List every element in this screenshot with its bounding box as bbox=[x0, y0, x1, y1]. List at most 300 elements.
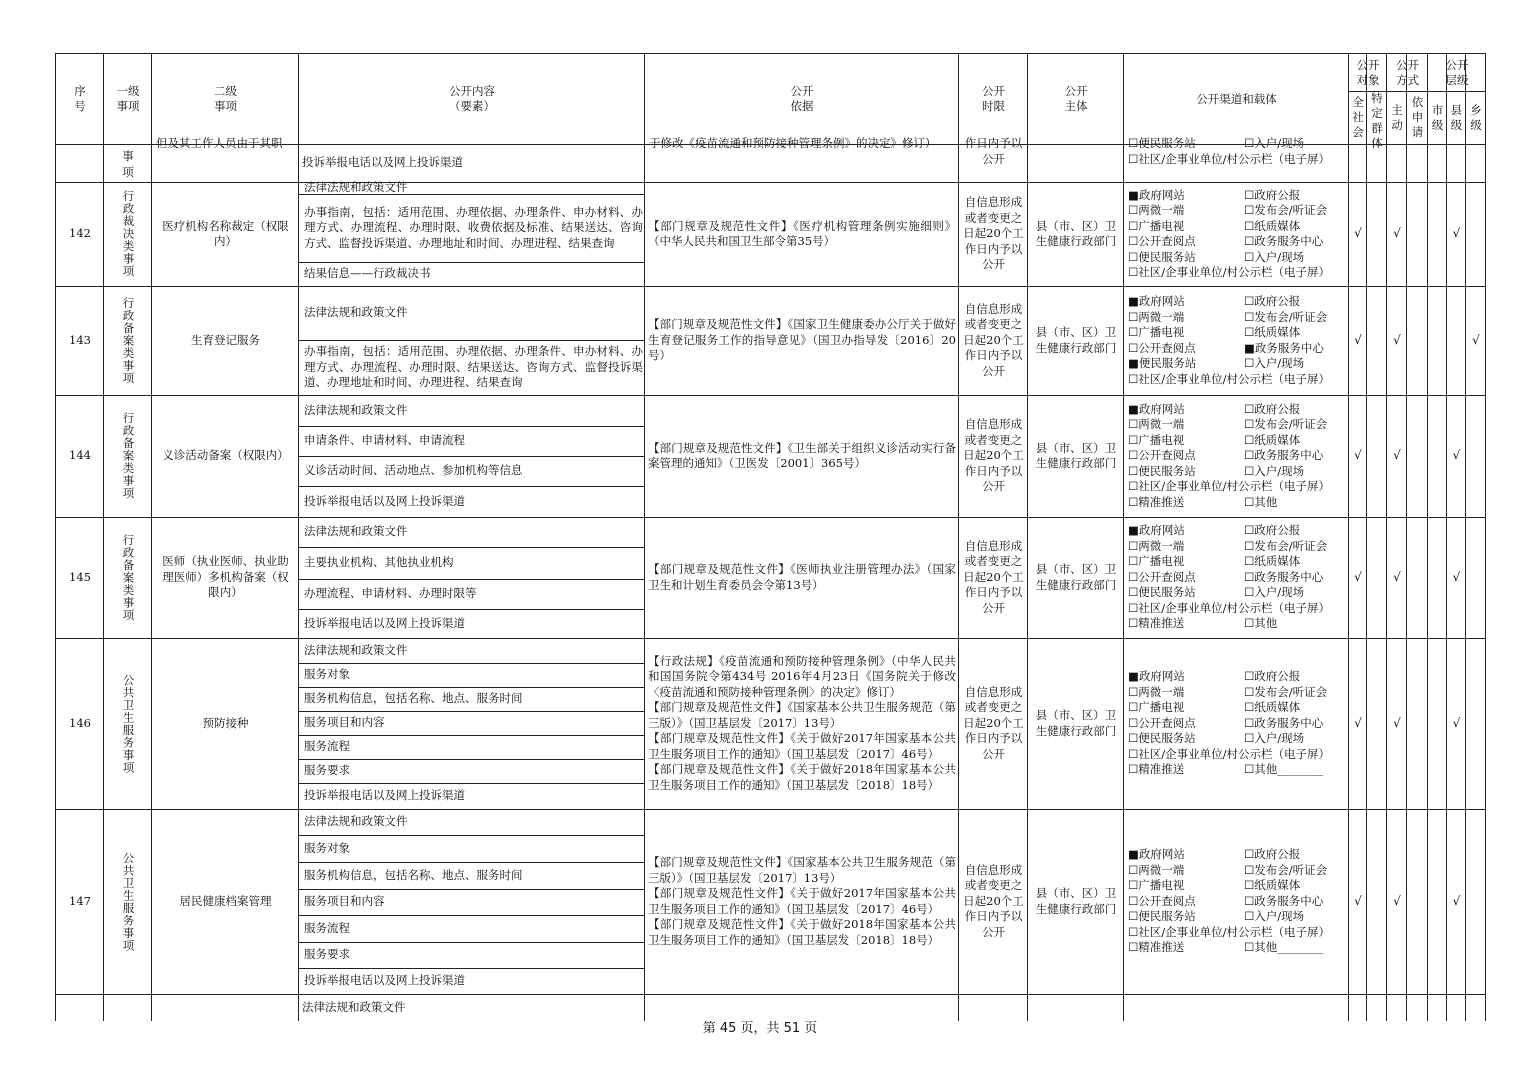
mark-level-city bbox=[1428, 517, 1447, 638]
content-item bbox=[299, 835, 645, 862]
mark-object-specific bbox=[1367, 286, 1387, 395]
header-level2: 二级事项 bbox=[214, 84, 237, 113]
row-subject bbox=[1028, 286, 1124, 395]
content-item bbox=[299, 889, 645, 915]
content-item bbox=[299, 735, 645, 759]
channel-option: ☐政府公报 bbox=[1244, 847, 1301, 862]
content-item bbox=[299, 340, 645, 395]
channel-option: ☐纸质媒体 bbox=[1244, 554, 1301, 569]
mark-level-county: √ bbox=[1452, 226, 1461, 241]
content-item bbox=[299, 942, 645, 968]
content-item-text: 服务机构信息，包括名称、地点、服务时间 bbox=[304, 691, 523, 706]
content-item bbox=[299, 759, 645, 783]
content-item bbox=[299, 915, 645, 942]
content-item-text: 办事指南，包括：适用范围、办理依据、办理条件、申办材料、办理方式、办理流程、办理时限、结果送达、咨询方式、监督投诉渠道、办理地址和时间、办理进程、结果查询 bbox=[304, 344, 643, 390]
mark-level-city bbox=[1428, 182, 1447, 286]
mark-level-city bbox=[1428, 809, 1447, 994]
row-time-limit-text: 自信息形成或者变更之日起20个工作日内予以公开 bbox=[963, 684, 1024, 761]
mark-level-county: √ bbox=[1452, 715, 1461, 730]
channel-option: ☐入户/现场 bbox=[1244, 356, 1305, 370]
header-method-active: 主动 bbox=[1391, 102, 1403, 132]
row-level2-text: 预防接种 bbox=[202, 715, 249, 730]
content-item-text: 义诊活动时间、活动地点、参加机构等信息 bbox=[304, 463, 523, 478]
channel-option: ☐纸质媒体 bbox=[1244, 878, 1301, 893]
content-item-text: 办事指南，包括：适用范围、办理依据、办理条件、申办材料、办理方式、办理流程、办理时限、收费依据及标准、结果送达、咨询方式、监督投诉渠道、办理地址和时间、办理进程、结果查询 bbox=[304, 204, 643, 250]
mark-method-active: √ bbox=[1393, 332, 1401, 347]
grid-line bbox=[299, 759, 645, 760]
channel-option: ☐发布会/听证会 bbox=[1244, 203, 1328, 217]
mark-level-city bbox=[1428, 286, 1447, 395]
row-subject bbox=[1028, 809, 1124, 994]
row-channels bbox=[1124, 638, 1349, 809]
content-item bbox=[299, 663, 645, 687]
content-item bbox=[299, 426, 645, 456]
channel-option: ☐政府公报 bbox=[1244, 401, 1301, 416]
grid-line bbox=[1027, 54, 1028, 1021]
mark-method-active: √ bbox=[1393, 226, 1401, 241]
row-time-limit bbox=[959, 286, 1028, 395]
content-item bbox=[299, 711, 645, 735]
basis-paragraph: 【部门规章及规范性文件】《关于做好2017年国家基本公共卫生服务项目工作的通知》（国卫基层发〔2017〕46号） bbox=[648, 886, 956, 916]
content-item bbox=[299, 638, 645, 663]
mark-method-apply bbox=[1407, 809, 1428, 994]
grid-line bbox=[1485, 54, 1486, 1021]
row-subject-text: 县（市、区）卫生健康行政部门 bbox=[1035, 440, 1117, 470]
grid-line bbox=[299, 915, 645, 916]
mark-object-specific bbox=[1367, 517, 1387, 638]
channel-option: ☐发布会/听证会 bbox=[1244, 309, 1328, 324]
channel-option: ☐纸质媒体 bbox=[1244, 218, 1301, 233]
row-level2-text: 医师（执业医师、执业助理医师）多机构备案（权限内） bbox=[162, 554, 289, 600]
grid-line bbox=[299, 783, 645, 784]
content-item-text: 服务流程 bbox=[304, 739, 350, 754]
channel-line bbox=[1124, 523, 1349, 539]
grid-line bbox=[299, 711, 645, 712]
row-subject-text: 县（市、区）卫生健康行政部门 bbox=[1035, 562, 1117, 592]
channel-option: ☐政务服务中心 bbox=[1244, 893, 1324, 908]
basis-paragraph: 【部门规章及规范性文件】《关于做好2017年国家基本公共卫生服务项目工作的通知》（国卫基层发〔2017〕46号） bbox=[648, 731, 956, 761]
mark-object-specific bbox=[1367, 809, 1387, 994]
row-seq: 144 bbox=[69, 448, 91, 463]
channel-option: ☐两微一端 bbox=[1128, 203, 1185, 217]
disclosure-table bbox=[55, 53, 1486, 1021]
row-level1 bbox=[104, 809, 152, 994]
channel-option: ☐其他________ bbox=[1244, 762, 1324, 777]
channel-option: ■政府网站 bbox=[1128, 523, 1185, 538]
header-object-all: 全社会 bbox=[1352, 95, 1364, 139]
row-basis bbox=[645, 517, 959, 638]
channel-option: ☐便民服务站 bbox=[1128, 731, 1196, 746]
channel-option: ☐政府公报 bbox=[1244, 523, 1301, 538]
row-time-limit-text: 自信息形成或者变更之日起20个工作日内予以公开 bbox=[963, 862, 1024, 939]
grid-line bbox=[299, 340, 645, 341]
channel-option: ☐精准推送 bbox=[1128, 616, 1185, 631]
grid-line bbox=[1349, 91, 1486, 92]
row-subject-text: 县（市、区）卫生健康行政部门 bbox=[1035, 325, 1117, 355]
row-time-limit bbox=[959, 395, 1028, 517]
mark-method-apply bbox=[1407, 286, 1428, 395]
row-subject bbox=[1028, 395, 1124, 517]
grid-line bbox=[299, 579, 645, 580]
row-channels bbox=[1124, 395, 1349, 517]
basis-paragraph: 【部门规章及规范性文件】《关于做好2018年国家基本公共卫生服务项目工作的通知》（国卫基层发〔2018〕18号） bbox=[648, 917, 956, 947]
content-item-text: 服务机构信息，包括名称、地点、服务时间 bbox=[304, 867, 523, 882]
channel-line-full: ☐社区/企事业单位/村公示栏（电子屏） bbox=[1128, 600, 1331, 615]
channel-option: ☐其他 bbox=[1244, 494, 1278, 509]
header-object: 公开对象 bbox=[1356, 57, 1380, 87]
basis-paragraph: 【部门规章及规范性文件】《关于做好2018年国家基本公共卫生服务项目工作的通知》（国卫基层发〔2018〕18号） bbox=[648, 762, 956, 792]
channel-line bbox=[1124, 554, 1349, 570]
grid-line bbox=[299, 735, 645, 736]
channel-option: ☐广播电视 bbox=[1128, 554, 1185, 569]
channel-line bbox=[1124, 570, 1349, 586]
channel-option: ☐政务服务中心 bbox=[1244, 569, 1324, 584]
channel-option: ☐两微一端 bbox=[1128, 417, 1185, 432]
page-footer: 第 45 页，共 51 页 bbox=[702, 1021, 818, 1036]
content-item-text: 服务要求 bbox=[304, 947, 350, 962]
header-content: 公开内容（要素） bbox=[449, 84, 495, 113]
mark-level-town bbox=[1466, 395, 1486, 517]
content-item bbox=[299, 456, 645, 486]
row-subject bbox=[1028, 182, 1124, 286]
row-seq: 142 bbox=[69, 226, 91, 241]
header-level-town: 乡级 bbox=[1470, 102, 1482, 132]
channel-line bbox=[1124, 464, 1349, 480]
channel-line bbox=[1124, 762, 1349, 778]
content-item-text: 法律法规和政策文件 bbox=[304, 642, 408, 657]
content-item-text: 服务流程 bbox=[304, 920, 350, 935]
basis-paragraph: 【部门规章及规范性文件】《卫生部关于组织义诊活动实行备案管理的通知》（卫医发〔2001〕365号） bbox=[648, 440, 956, 470]
channel-line bbox=[1124, 448, 1349, 464]
channel-line bbox=[1124, 250, 1349, 266]
channel-option: ☐政府公报 bbox=[1244, 187, 1301, 202]
channel-option: ☐政府公报 bbox=[1244, 294, 1301, 308]
channel-option: ☐发布会/听证会 bbox=[1244, 417, 1328, 432]
row-time-limit bbox=[959, 182, 1028, 286]
channel-line bbox=[1124, 495, 1349, 511]
mark-level-county: √ bbox=[1452, 893, 1461, 908]
content-item bbox=[299, 579, 645, 609]
grid-line bbox=[1406, 54, 1407, 1021]
channel-line bbox=[1124, 716, 1349, 732]
grid-line bbox=[56, 182, 1486, 183]
channel-option: ■政府网站 bbox=[1128, 187, 1185, 202]
row-level1 bbox=[104, 517, 152, 638]
row-subject bbox=[1028, 517, 1124, 638]
basis-paragraph: 【部门规章及规范性文件】《国家基本公共卫生服务规范（第三版）》（国卫基层发〔2017〕13号） bbox=[648, 700, 956, 730]
channel-option: ■政府网站 bbox=[1128, 669, 1185, 684]
grid-line bbox=[299, 835, 645, 836]
channel-option: ☐公开查阅点 bbox=[1128, 893, 1196, 908]
header-object-specific: 特定群体 bbox=[1371, 91, 1383, 150]
grid-line bbox=[299, 609, 645, 610]
channel-option: ☐便民服务站 bbox=[1128, 249, 1196, 264]
row-basis bbox=[645, 182, 959, 286]
channel-option: ☐政务服务中心 bbox=[1244, 448, 1324, 463]
fragment-time: 作日内予以 公开 bbox=[964, 136, 1023, 166]
content-item bbox=[299, 968, 645, 994]
row-level2-text: 生育登记服务 bbox=[191, 332, 260, 347]
content-item-text: 投诉举报电话以及网上投诉渠道 bbox=[304, 973, 465, 988]
channel-line bbox=[1124, 863, 1349, 879]
grid-line bbox=[299, 862, 645, 863]
row-level2 bbox=[152, 638, 299, 809]
grid-line bbox=[299, 426, 645, 427]
row-level2 bbox=[152, 182, 299, 286]
row-basis bbox=[645, 809, 959, 994]
channel-line bbox=[1124, 878, 1349, 894]
channel-line bbox=[1124, 685, 1349, 701]
channel-option: ☐便民服务站 bbox=[1128, 909, 1196, 924]
grid-line bbox=[299, 262, 645, 263]
mark-object-all: √ bbox=[1354, 448, 1362, 463]
grid-line bbox=[1427, 54, 1428, 1021]
content-item-text: 法律法规和政策文件 bbox=[304, 305, 408, 320]
row-seq: 145 bbox=[69, 569, 91, 584]
row-level2 bbox=[152, 286, 299, 395]
header-basis: 公开依据 bbox=[790, 84, 814, 113]
mark-level-town: √ bbox=[1472, 332, 1480, 347]
grid-line bbox=[151, 54, 152, 1021]
fragment-level1: 事项 bbox=[122, 149, 134, 179]
row-subject-text: 县（市、区）卫生健康行政部门 bbox=[1035, 886, 1117, 916]
content-item bbox=[299, 395, 645, 426]
fragment-channel: ☐便民服务站 ☐入户/现场 ☐社区/企事业单位/村公示栏（电子屏） bbox=[1128, 136, 1331, 166]
header-subject: 公开主体 bbox=[1064, 84, 1088, 113]
row-subject-text: 县（市、区）卫生健康行政部门 bbox=[1035, 708, 1117, 738]
grid-line bbox=[56, 517, 1486, 518]
grid-line bbox=[299, 968, 645, 969]
mark-level-county: √ bbox=[1452, 448, 1461, 463]
grid-line bbox=[1366, 54, 1367, 1021]
mark-object-all: √ bbox=[1354, 893, 1362, 908]
channel-option: ☐其他________ bbox=[1244, 940, 1324, 955]
grid-line bbox=[56, 286, 1486, 287]
header-level-county: 县级 bbox=[1450, 102, 1463, 132]
row-level1 bbox=[104, 395, 152, 517]
channel-line bbox=[1124, 909, 1349, 925]
mark-method-active: √ bbox=[1393, 893, 1401, 908]
grid-line bbox=[56, 809, 1486, 810]
row-level1 bbox=[104, 286, 152, 395]
row-basis bbox=[645, 395, 959, 517]
channel-option: ☐发布会/听证会 bbox=[1244, 862, 1328, 877]
channel-option: ☐其他 bbox=[1244, 616, 1278, 631]
grid-line bbox=[644, 54, 645, 1021]
channel-option: ■便民服务站 bbox=[1128, 356, 1197, 370]
basis-paragraph: 【部门规章及规范性文件】《医疗机构管理条例实施细则》（中华人民共和国卫生部令第35号） bbox=[648, 218, 956, 248]
row-seq: 143 bbox=[69, 332, 91, 347]
content-item-text: 服务对象 bbox=[304, 667, 350, 682]
channel-line-full: ☐社区/企事业单位/村公示栏（电子屏） bbox=[1128, 479, 1331, 494]
channel-line-full: ☐社区/企事业单位/村公示栏（电子屏） bbox=[1128, 746, 1331, 761]
mark-method-active: √ bbox=[1393, 715, 1401, 730]
channel-option: ☐公开查阅点 bbox=[1128, 340, 1196, 355]
row-level1-text: 行政备案类事项 bbox=[121, 412, 136, 500]
grid-line bbox=[103, 54, 104, 1021]
grid-line bbox=[299, 687, 645, 688]
mark-method-apply bbox=[1407, 517, 1428, 638]
content-item-text: 法律法规和政策文件 bbox=[304, 180, 408, 195]
channel-option: ☐入户/现场 bbox=[1244, 249, 1305, 264]
channel-option: ☐精准推送 bbox=[1128, 762, 1185, 777]
channel-option: ■政府网站 bbox=[1128, 294, 1185, 308]
mark-object-specific bbox=[1367, 182, 1387, 286]
content-item bbox=[299, 262, 645, 286]
channel-line bbox=[1124, 294, 1349, 310]
mark-object-specific bbox=[1367, 638, 1387, 809]
channel-option: ■政府网站 bbox=[1128, 401, 1185, 416]
channel-line bbox=[1124, 539, 1349, 555]
content-item-text: 投诉举报电话以及网上投诉渠道 bbox=[304, 788, 465, 803]
channel-line bbox=[1124, 219, 1349, 235]
content-item-text: 申请条件、申请材料、申请流程 bbox=[304, 433, 465, 448]
channel-option: ☐纸质媒体 bbox=[1244, 325, 1301, 339]
channel-option: ☐入户/现场 bbox=[1244, 463, 1305, 478]
channel-line bbox=[1124, 402, 1349, 418]
mark-method-active: √ bbox=[1393, 448, 1401, 463]
content-item bbox=[299, 182, 645, 194]
grid-line bbox=[1465, 54, 1466, 1021]
row-level2 bbox=[152, 517, 299, 638]
header-method-apply: 依申请 bbox=[1411, 95, 1424, 139]
row-channels bbox=[1124, 809, 1349, 994]
grid-line bbox=[56, 994, 1486, 995]
row-basis bbox=[645, 286, 959, 395]
header-level1: 一级事项 bbox=[116, 84, 140, 113]
channel-line bbox=[1124, 417, 1349, 433]
mark-object-all: √ bbox=[1354, 332, 1362, 347]
content-item bbox=[299, 609, 645, 638]
channel-option: ■政府网站 bbox=[1128, 847, 1185, 862]
row-level1-text: 行政裁决类事项 bbox=[121, 190, 136, 278]
content-item-text: 法律法规和政策文件 bbox=[304, 402, 408, 417]
content-item-text: 投诉举报电话以及网上投诉渠道 bbox=[304, 493, 465, 508]
channel-option: ☐广播电视 bbox=[1128, 878, 1185, 893]
header-channel: 公开渠道和载体 bbox=[1196, 91, 1277, 106]
grid-line bbox=[56, 638, 1486, 639]
header-time-limit: 公开时限 bbox=[982, 84, 1005, 113]
row-time-limit-text: 自信息形成或者变更之日起20个工作日内予以公开 bbox=[963, 538, 1024, 615]
channel-option: ☐精准推送 bbox=[1128, 494, 1185, 509]
row-level1-text: 公共卫生服务事项 bbox=[121, 673, 136, 774]
row-level2 bbox=[152, 395, 299, 517]
row-time-limit bbox=[959, 517, 1028, 638]
channel-option: ☐纸质媒体 bbox=[1244, 432, 1301, 447]
grid-line bbox=[299, 889, 645, 890]
channel-option: ☐政府公报 bbox=[1244, 669, 1301, 684]
row-level1 bbox=[104, 638, 152, 809]
content-item-text: 服务项目和内容 bbox=[304, 894, 385, 909]
channel-option: ☐精准推送 bbox=[1128, 940, 1185, 955]
channel-option: ☐政务服务中心 bbox=[1244, 715, 1324, 730]
channel-line bbox=[1124, 847, 1349, 863]
mark-level-city bbox=[1428, 638, 1447, 809]
channel-option: ☐公开查阅点 bbox=[1128, 569, 1196, 584]
content-item bbox=[299, 783, 645, 809]
channel-line bbox=[1124, 616, 1349, 632]
channel-line bbox=[1124, 669, 1349, 685]
channel-option: ☐便民服务站 bbox=[1128, 585, 1196, 600]
row-basis bbox=[645, 638, 959, 809]
channel-option: ☐政务服务中心 bbox=[1244, 234, 1324, 248]
channel-option: ☐两微一端 bbox=[1128, 309, 1185, 324]
mark-level-town bbox=[1466, 517, 1486, 638]
row-level1-text: 行政备案类事项 bbox=[121, 533, 136, 622]
channel-option: ☐发布会/听证会 bbox=[1244, 684, 1328, 699]
row-level2-text: 医疗机构名称裁定（权限内） bbox=[162, 218, 289, 248]
content-item bbox=[299, 862, 645, 889]
grid-line bbox=[958, 54, 959, 1021]
mark-level-county bbox=[1447, 286, 1466, 395]
row-level1-text: 公共卫生服务事项 bbox=[121, 851, 136, 952]
mark-method-apply bbox=[1407, 182, 1428, 286]
basis-paragraph: 【部门规章及规范性文件】《国家基本公共卫生服务规范（第三版）》（国卫基层发〔2017〕13号） bbox=[648, 855, 956, 885]
content-item-text: 服务要求 bbox=[304, 763, 350, 778]
row-level2 bbox=[152, 809, 299, 994]
channel-line bbox=[1124, 940, 1349, 956]
channel-option: ☐纸质媒体 bbox=[1244, 700, 1301, 715]
fragment-basis: 于修改《疫苗流通和预防接种管理条例》的决定》修订） bbox=[649, 136, 937, 150]
fragment-content: 投诉举报电话以及网上投诉渠道 bbox=[302, 155, 463, 170]
grid-line bbox=[299, 194, 645, 195]
channel-line bbox=[1124, 203, 1349, 219]
channel-option: ☐入户/现场 bbox=[1244, 585, 1305, 600]
grid-line bbox=[299, 486, 645, 487]
row-level1-text: 行政备案类事项 bbox=[121, 296, 136, 385]
channel-option: ☐两微一端 bbox=[1128, 684, 1185, 699]
row-level2-text: 义诊活动备案（权限内） bbox=[162, 448, 289, 463]
basis-paragraph: 【部门规章及规范性文件】《医师执业注册管理办法》（国家卫生和计划生育委员会令第13号） bbox=[648, 562, 956, 592]
mark-method-apply bbox=[1407, 638, 1428, 809]
channel-option: ☐广播电视 bbox=[1128, 432, 1185, 447]
content-item-text: 服务对象 bbox=[304, 840, 350, 855]
channel-option: ☐公开查阅点 bbox=[1128, 715, 1196, 730]
fragment-level2: 但及其工作人员由于其职 bbox=[156, 136, 283, 150]
basis-paragraph: 【行政法规】《疫苗流通和预防接种管理条例》（中华人民共和国国务院令第434号 2016年4月23日《国务院关于修改〈疫苗流通和预防接种管理条例〉的决定》修订） bbox=[648, 653, 956, 699]
content-item bbox=[299, 809, 645, 835]
content-item-text: 法律法规和政策文件 bbox=[304, 814, 408, 829]
mark-object-all: √ bbox=[1354, 569, 1362, 584]
mark-method-active: √ bbox=[1393, 569, 1401, 584]
row-level2-text: 居民健康档案管理 bbox=[179, 893, 272, 908]
channel-option: ☐广播电视 bbox=[1128, 325, 1185, 339]
content-item-text: 办理流程、申请材料、办理时限等 bbox=[304, 586, 477, 601]
channel-line bbox=[1124, 731, 1349, 747]
grid-line bbox=[1123, 54, 1124, 1021]
row-time-limit-text: 自信息形成或者变更之日起20个工作日内予以公开 bbox=[963, 417, 1024, 494]
mark-level-city bbox=[1428, 395, 1447, 517]
basis-paragraph: 【部门规章及规范性文件】《国家卫生健康委办公厅关于做好生育登记服务工作的指导意见》（国卫办指导发〔2016〕20号） bbox=[648, 317, 956, 363]
row-seq: 147 bbox=[69, 893, 91, 908]
row-subject-text: 县（市、区）卫生健康行政部门 bbox=[1035, 218, 1117, 248]
mark-level-town bbox=[1466, 809, 1486, 994]
row-time-limit-text: 自信息形成或者变更之日起20个工作日内予以公开 bbox=[963, 301, 1024, 378]
row-seq: 146 bbox=[69, 715, 91, 730]
mark-level-county: √ bbox=[1452, 569, 1461, 584]
row-time-limit bbox=[959, 809, 1028, 994]
mark-object-all: √ bbox=[1354, 226, 1362, 241]
channel-option: ☐广播电视 bbox=[1128, 218, 1185, 233]
channel-line bbox=[1124, 310, 1349, 326]
mark-level-town bbox=[1466, 638, 1486, 809]
channel-line bbox=[1124, 325, 1349, 341]
channel-line bbox=[1124, 234, 1349, 250]
grid-line bbox=[1446, 54, 1447, 1021]
channel-line-full: ☐社区/企事业单位/村公示栏（电子屏） bbox=[1128, 924, 1331, 939]
channel-line-full: ☐社区/企事业单位/村公示栏（电子屏） bbox=[1128, 265, 1331, 279]
channel-line bbox=[1124, 341, 1349, 357]
